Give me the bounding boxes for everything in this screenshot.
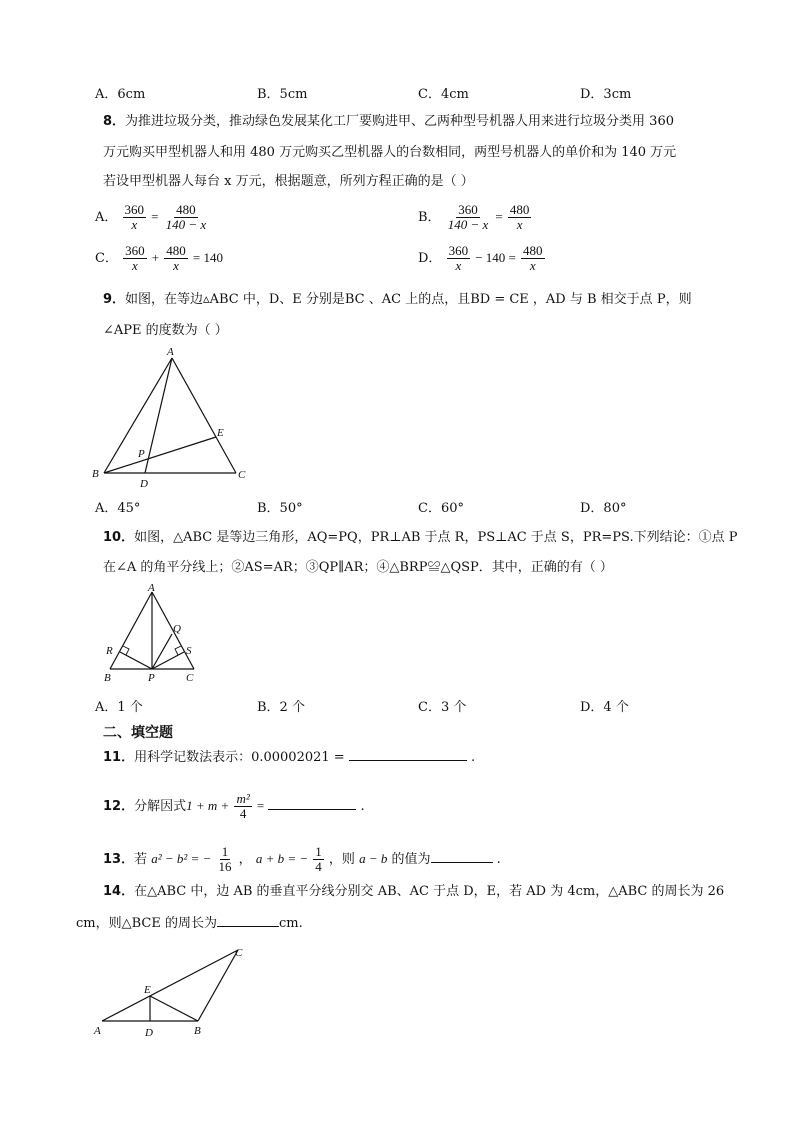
q11 (103, 748, 475, 768)
q8-b-frac2: $\frac{480}{x}$ (509, 202, 530, 232)
q14-line2 (76, 914, 303, 934)
q13-suffix1: ，则 (328, 852, 355, 867)
q9-text-1: 如图，在等边▵ABC 中，D、E 分别是BC 、AC 上的点，且BD = CE ，AD 与 B 相交于点 P，则 (125, 292, 692, 307)
q11-answer-blank[interactable] (349, 748, 467, 761)
q14-label-b: B (194, 1025, 201, 1037)
q10-text-1: 如图，△ABC 是等边三角形，AQ=PQ，PR⊥AB 于点 R，PS⊥AC 于点 S，PR=PS.下列结论：①点 P (134, 530, 738, 545)
q14-label-a: A (94, 1025, 101, 1037)
q7-option-b[interactable]: B．5cm (257, 87, 308, 102)
q8-d-frac1: $\frac{360}{x}$ (448, 243, 469, 273)
q10-label-b: B (104, 672, 111, 684)
q12-answer-blank[interactable] (268, 797, 356, 810)
q8-line3: 若设甲型机器人每台 x 万元，根据题意，所列方程正确的是（ ） (103, 174, 474, 189)
q7-option-d[interactable]: D．3cm (580, 87, 632, 102)
q9-option-c[interactable]: C．60° (418, 501, 464, 516)
q8-option-d-label: D． (418, 251, 442, 266)
q8-number: 8． (103, 114, 126, 129)
q8-d-mid: − 140 = (475, 250, 516, 265)
q10-label-s: S (186, 645, 192, 657)
q13 (103, 845, 501, 874)
q13-comma: ， (238, 852, 252, 867)
q13-number: 13． (103, 852, 135, 867)
q14-label-e: E (144, 984, 151, 996)
q14-line1 (103, 882, 724, 902)
q13-frac2: $\frac{1}{4}$ (315, 844, 322, 874)
q8-option-c-label: C． (95, 251, 118, 266)
q13-end: . (496, 852, 501, 867)
q8-option-a[interactable]: A． $\frac{360}{x}$ = $\frac{480}{140 - x}$ (95, 202, 207, 232)
q14-text-2a: cm，则△BCE 的周长为 (76, 916, 217, 931)
q11-end: . (470, 750, 476, 765)
q10-number: 10． (103, 530, 135, 545)
q10-option-d[interactable]: D．4 个 (580, 700, 629, 715)
q13-answer-blank[interactable] (431, 850, 493, 863)
q9-label-p: P (138, 448, 145, 460)
q10-option-b[interactable]: B．2 个 (257, 700, 305, 715)
q8-option-c[interactable]: C． $\frac{360}{x}$ + $\frac{480}{x}$ = 140 (95, 243, 223, 273)
q9-label-e: E (217, 427, 224, 439)
section-title-fill-blanks: 二、填空题 (103, 725, 173, 741)
q11-text: 用科学记数法表示：0.00002021 = (134, 750, 345, 765)
q9-option-d[interactable]: D．80° (580, 501, 627, 516)
q14-label-c: C (235, 947, 243, 959)
q9-line2: ∠APE 的度数为（ ） (103, 323, 228, 338)
q8-c-rest: = 140 (192, 250, 223, 265)
q8-c-frac2: $\frac{480}{x}$ (166, 243, 186, 273)
q8-line1 (103, 112, 674, 132)
q14-number: 14． (103, 884, 135, 899)
q8-line2: 万元购买甲型机器人和用 480 万元购买乙型机器人的台数相同，两型号机器人的单价和为 140 万元 (103, 145, 677, 160)
q9-label-b: B (92, 468, 99, 480)
q13-expr3: a − b (359, 851, 388, 866)
q9-triangle-figure (88, 342, 258, 492)
q12 (103, 792, 365, 821)
q8-c-frac1: $\frac{360}{x}$ (125, 243, 145, 273)
q14-answer-blank[interactable] (217, 914, 279, 927)
q8-option-d[interactable] (418, 244, 546, 273)
q14-label-d: D (145, 1027, 153, 1039)
q12-frac: $\frac{\text{m²}}{4}$ (236, 791, 250, 821)
q8-text-1: 为推进垃圾分类，推动绿色发展某化工厂要购进甲、乙两种型号机器人用来进行垃圾分类用 360 (125, 114, 674, 129)
q10-line2: 在∠A 的角平分线上；②AS=AR；③QP∥AR；④△BRP≌△QSP．其中，正确的有（ ） (103, 560, 613, 575)
q12-end: . (360, 799, 365, 814)
q14-text-2b: cm. (278, 916, 303, 931)
q8-option-b[interactable]: B． $\frac{360}{140 - x}$ = $\frac{480}{x}$ (418, 202, 530, 232)
q14-text-1: 在△ABC 中，边 AB 的垂直平分线分别交 AB、AC 于点 D，E，若 AD 为 4cm，△ABC 的周长为 26 (134, 884, 725, 899)
q10-label-p: P (148, 672, 155, 684)
q8-option-a-label: A． (95, 210, 118, 225)
q8-d-frac2: $\frac{480}{x}$ (523, 243, 543, 273)
q13-frac1: $\frac{1}{16}$ (218, 844, 232, 874)
q13-expr1: a² − b² = − (151, 851, 212, 866)
q11-number: 11． (103, 750, 135, 765)
q10-triangle-figure (96, 582, 211, 687)
q10-label-q: Q (173, 623, 181, 635)
q13-prefix: 若 (134, 852, 148, 867)
q14-triangle-figure (90, 942, 260, 1042)
q10-option-a[interactable]: A．1 个 (95, 700, 143, 715)
q8-a-frac1: $\frac{360}{x}$ (124, 202, 145, 232)
q8-option-b-label: B． (418, 210, 441, 225)
q13-expr2: a + b = − (255, 851, 309, 866)
q12-eq: = (256, 798, 265, 813)
q9-label-d: D (140, 478, 148, 490)
q12-text: 分解因式 (134, 799, 187, 814)
q8-b-frac1: $\frac{360}{140 - x}$ (447, 202, 489, 232)
q10-label-a: A (148, 582, 155, 594)
q12-expr: 1 + m + (186, 798, 230, 813)
q10-line1 (103, 528, 737, 548)
q7-option-a[interactable]: A．6cm (95, 87, 146, 102)
q9-line1 (103, 290, 692, 310)
q13-suffix2: 的值为 (391, 852, 431, 867)
q9-label-c: C (238, 469, 246, 481)
q9-number: 9． (103, 292, 126, 307)
q9-label-a: A (167, 346, 174, 358)
q8-a-frac2: $\frac{480}{140 - x}$ (165, 202, 207, 232)
q10-label-c: C (186, 672, 194, 684)
q12-number: 12． (103, 799, 135, 814)
q9-option-b[interactable]: B．50° (257, 501, 303, 516)
q10-label-r: R (106, 645, 113, 657)
q10-option-c[interactable]: C．3 个 (418, 700, 467, 715)
q7-option-c[interactable]: C．4cm (418, 87, 469, 102)
q9-option-a[interactable]: A．45° (95, 501, 141, 516)
